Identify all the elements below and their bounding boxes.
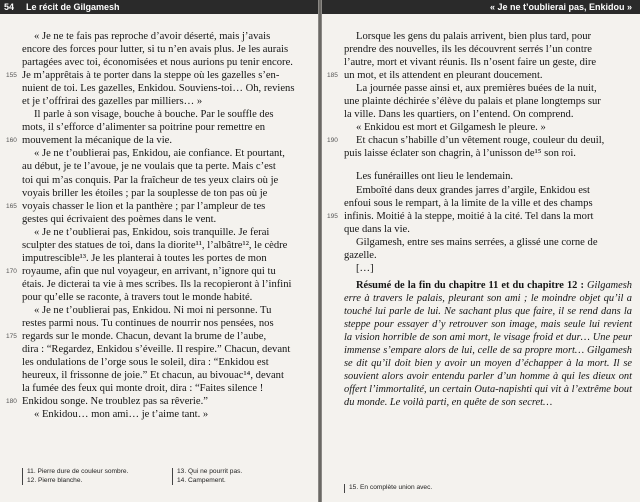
text-line: heureux, il frissonne de joie.” Et chacun, au bivouac¹⁴, devant <box>22 370 284 382</box>
line-number: 175 <box>6 333 17 341</box>
text-line: « Je ne t’oublierai pas, Enkidou, sois tranquille. Je ferai <box>34 226 270 238</box>
right-page-header <box>322 0 640 14</box>
text-line: que dans la vie. <box>344 223 410 235</box>
right-page <box>322 0 640 502</box>
text-line: sculpter des statues de toi, dans la diorite¹¹, l’albâtre¹², le cèdre <box>22 239 288 251</box>
page-number: 54 <box>4 2 15 12</box>
right-text-block <box>344 30 632 409</box>
text-line: gazelle. <box>344 249 377 261</box>
footnote-14: 14. Campement. <box>177 476 226 484</box>
line-number: 195 <box>327 212 338 220</box>
text-line: toi qui m’as conquis. Par la fraîcheur de tes yeux clairs où je <box>22 174 279 186</box>
footnote-13: 13. Qui ne pourrit pas. <box>177 468 243 475</box>
summary-body: Gilgamesh erre à travers le palais, pleurant son ami ; le moindre objet qu’il a touché lui parle de lui. Ne sachant plus que faire, il se rend dans la steppe pour essayer d’y retrouver son image, mais seule lui revient la vision horrible de son ami mort, le visage froid et dur… Une peur immense s’empare alors de lui, celle de sa propre mort… Gilgamesh se dit qu’il doit bien y avoir un moyen d’échapper à la mort. Il se souvient alors avoir entendu parler d’un homme à qui les dieux ont offert l’immortalité, un certain Outa-napishti qui vit à l’extrême bout du monde. Le voilà parti, en quête de son secret… <box>344 279 632 408</box>
text-line: infinis. Moitié à la steppe, moitié à la cité. Tel dans la mort <box>344 210 594 222</box>
text-line: Les funérailles ont lieu le lendemain. <box>356 171 514 183</box>
text-line: encore des forces pour lutter, si tu n’en avais plus. Je les aurais <box>22 44 289 56</box>
line-number: 180 <box>6 398 17 406</box>
text-line: pour qu’elle se raconte, à travers tout le monde habité. <box>22 291 253 303</box>
text-line: la ville. Dans les quartiers, on l’entend. On comprend. <box>344 109 574 121</box>
line-number: 165 <box>6 202 17 210</box>
text-line: « Je ne te fais pas reproche d’avoir déserté, mais j’avais <box>34 31 271 42</box>
text-line: la fumée des feux qui monte droit, dira : “Faites silence ! <box>22 383 264 395</box>
text-line: nuient de toi. Les gazelles, Enkidou. Souviens-toi… Oh, reviens <box>22 83 295 95</box>
text-line: « Enkidou est mort et Gilgamesh le pleure. » <box>356 122 546 134</box>
text-line: puis laisse éclater son chagrin, à l’unisson de¹⁵ son roi. <box>344 148 576 160</box>
line-number: 160 <box>6 137 17 145</box>
text-line: au début, je te l’avoue, je ne voulais que ta perte. Mais c’est <box>22 161 276 173</box>
footnote-12: 12. Pierre blanche. <box>27 476 83 484</box>
text-line: gestes qui écrivaient des poèmes dans le vent. <box>22 213 217 225</box>
text-line: Emboîté dans deux grandes jarres d’argile, Enkidou est <box>356 184 590 196</box>
text-line: mots, il s’efforce d’alimenter sa poitrine pour remettre en <box>22 122 266 134</box>
footnote-column-1 <box>22 468 128 485</box>
text-line: dira : “Regardez, Enkidou s’éveille. Il respire.” Chacun, devant <box>22 344 291 356</box>
footnote-11: 11. Pierre dure de couleur sombre. <box>27 468 129 475</box>
left-footnotes <box>22 468 312 496</box>
text-line: une plainte déchirée s’élève du palais et plane longtemps sur <box>344 96 601 108</box>
text-line: un mot, et ils attendent en pleurant doucement. <box>344 70 543 82</box>
text-line: « Enkidou… mon ami… je t’aime tant. » <box>34 409 209 421</box>
footnote-15: 15. En complète union avec. <box>349 484 433 491</box>
text-line: « Je ne t’oublierai pas, Enkidou. Ni moi ni personne. Tu <box>34 304 272 316</box>
text-line: voyais briller les étoiles ; par la souplesse de ton pas où je <box>22 187 268 199</box>
text-line: partagées avec toi, économisées et nous aurions pu tenir encore. <box>22 57 293 69</box>
line-number: 170 <box>6 267 17 275</box>
text-line: […] <box>356 262 374 274</box>
line-number: 190 <box>327 137 338 145</box>
left-page <box>0 0 318 502</box>
text-line: Il parle à son visage, bouche à bouche. Par le souffle des <box>34 109 274 121</box>
text-line: Je m’apprêtais à te porter dans la steppe où les gazelles s’en- <box>22 70 280 82</box>
text-line: prendre des nouvelles, ils les découvrent serrés l’un contre <box>344 44 592 56</box>
text-line: l’autre, mort et vivant réunis. Ils n’osent faire un geste, dire <box>344 57 597 69</box>
text-line: enfoui sous le rempart, à la limite de la ville et des champs <box>344 197 593 209</box>
left-text-block <box>22 30 312 421</box>
line-number: 155 <box>6 72 17 80</box>
text-line: voyais chasser le lion et la panthère ; par l’ampleur de tes <box>22 200 266 212</box>
chapter-summary <box>344 279 632 409</box>
text-line: étais. Je dicterai ta vie à mes scribes. Ils la recopieront à l’infini <box>22 278 292 290</box>
text-line: Gilgamesh, entre ses mains serrées, a glissé une corne de <box>356 236 598 248</box>
text-line: royaume, afin que nul voyageur, en arrivant, n’ignore qui tu <box>22 265 276 277</box>
text-line: imputrescible¹³. Je les planterai à toutes les portes de mon <box>22 252 267 264</box>
running-title: « Je ne t’oublierai pas, Enkidou » <box>489 2 632 12</box>
text-line: les ondulations de l’orge sous le soleil, dira : “Enkidou est <box>22 357 269 369</box>
summary-title: Résumé de la fin du chapitre 11 et du chapitre 12 : <box>356 279 587 291</box>
left-page-header <box>0 0 318 14</box>
text-line: regards sur le monde. Chacun, devant la brume de l’aube, <box>22 331 267 343</box>
text-line: Enkidou songe. Ne troublez pas sa rêverie.” <box>22 396 208 408</box>
text-line: et je t’offrirai des gazelles par milliers… » <box>22 96 203 108</box>
footnote-column-2 <box>172 468 242 485</box>
right-footnotes <box>344 484 632 496</box>
section-break <box>344 160 632 170</box>
line-number: 185 <box>327 72 338 80</box>
footnote-column-1 <box>344 484 432 493</box>
text-line: mouvement la mécanique de la vie. <box>22 135 173 147</box>
running-title: Le récit de Gilgamesh <box>26 2 120 12</box>
text-line: « Je ne t’oublierai pas, Enkidou, aie confiance. Et pourtant, <box>34 148 285 160</box>
text-line: Et chacun s’habille d’un vêtement rouge, couleur du deuil, <box>356 135 605 147</box>
text-line: Lorsque les gens du palais arrivent, bien plus tard, pour <box>356 31 592 42</box>
text-line: restes parmi nous. Tu continues de nourrir nos pensées, nos <box>22 318 274 330</box>
text-line: La journée passe ainsi et, aux premières buées de la nuit, <box>356 83 597 95</box>
